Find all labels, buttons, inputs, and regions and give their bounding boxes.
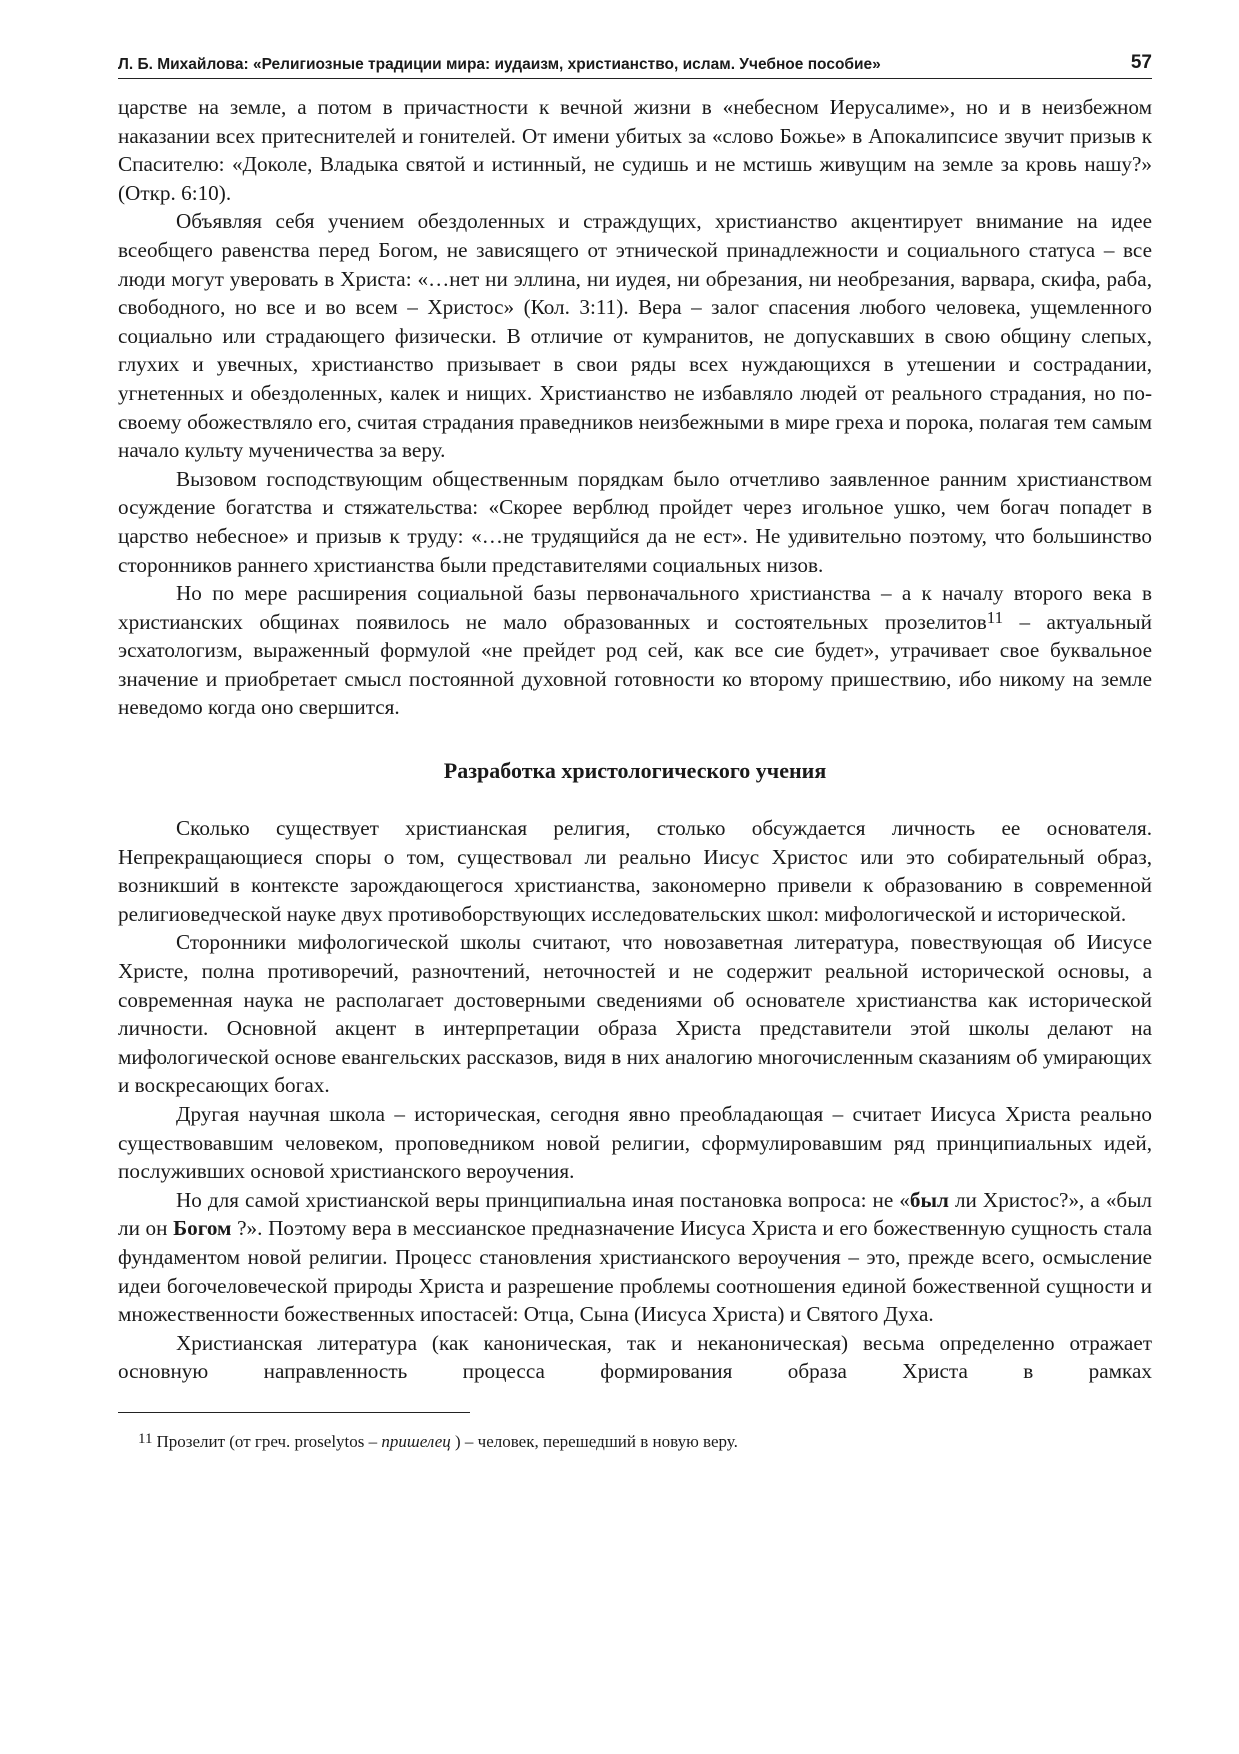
paragraph-schools: Сколько существует христианская религия, столько обсуждается личность ее основателя. Непрекращающиеся споры о том, существовал ли реально Иисус Христос или это собирательный образ, возникший в контексте зарождающегося христианства, закономерно привели к образованию в современной религиоведческой науке двух противоборствующих исследовательских школ: мифологической и исторической. — [118, 816, 1152, 926]
footnote-reference[interactable]: 11 — [986, 607, 1004, 627]
footnote-separator — [118, 1412, 470, 1413]
bold-word: Богом — [173, 1216, 232, 1241]
paragraph-historical: Другая научная школа – историческая, сегодня явно преобладающая – считает Иисуса Христа реально существовавшим человеком, проповедником новой религии, сформулировавшим ряд принципиальных идей, послуживших основой христианского вероучения. — [118, 1102, 1152, 1184]
paragraph-equality: Объявляя себя учением обездоленных и страждущих, христианство акцентирует внимание на идее всеобщего равенства перед Богом, не зависящего от этнической принадлежности и социального статуса – все люди могут уверовать в Христа: «…нет ни эллина, ни иудея, ни обрезания, ни необрезания, варвара, скифа, раба, свободного, но все и во всем – Христос» (Кол. 3:11). Вера – залог спасения любого человека, ущемленного социально или страдающего физически. В отличие от кумранитов, не допускавших в свою общину слепых, глухих и увечных, христианство призывает в свои ряды всех нуждающихся в утешении и сострадании, угнетенных и обездоленных, калек и нищих. Христианство не избавляло людей от реального страдания, но по-своему обожествляло его, считая страдания праведников неизбежными в мире греха и порока, полагая тем самым начало культу мученичества за веру. — [118, 209, 1152, 463]
bold-word: был — [909, 1187, 949, 1212]
paragraph-text: ли Христос?», а «был ли он — [118, 1187, 1152, 1241]
paragraph-text: Но для самой христианской веры принципиальна иная постановка вопроса: не « — [176, 1187, 910, 1212]
footnote-text: Прозелит (от греч. proselytos – — [156, 1431, 382, 1451]
footnote-text: ) – человек, перешедший в новую веру. — [450, 1431, 738, 1451]
paragraph-literature: Христианская литература (как каноническая, так и неканоническая) весьма определенно отражает основную направленность процесса формирования образа Христа в рамках — [118, 1330, 1152, 1384]
paragraph-wealth: Вызовом господствующим общественным порядкам было отчетливо заявленное ранним христианством осуждение богатства и стяжательства: «Скорее верблюд пройдет через игольное ушко, чем богач попадет в царство небесное» и призыв к труду: «…не трудящийся да не ест». Не удивительно поэтому, что большинство сторонников раннего христианства были представителями социальных низов. — [118, 466, 1152, 577]
document-page — [118, 52, 1152, 1453]
running-header — [118, 52, 1152, 79]
footnote-italic: пришелец — [381, 1431, 451, 1451]
header-title: Л. Б. Михайлова: «Религиозные традиции мира: иудаизм, христианство, ислам. Учебное пособие» — [118, 56, 881, 73]
paragraph-continuation: царстве на земле, а потом в причастности к вечной жизни в «небесном Иерусалиме», но и в неизбежном наказании всех притеснителей и гонителей. От имени убитых за «слово Божье» в Апокалипсисе звучит призыв к Спасителю: «Доколе, Владыка святой и истинный, не судишь и не мстишь живущим на земле за кровь нашу?» (Откр. 6:10). — [118, 95, 1152, 205]
paragraph-text: Но по мере расширения социальной базы первоначального христианства – а к началу второго века в христианских общинах появилось не мало образованных и состоятельных прозелитов — [118, 581, 1152, 634]
paragraph-text: – актуальный эсхатологизм, выраженный формулой «не прейдет род сей, как все сие будет», утрачивает свое буквальное значение и приобретает смысл постоянной духовной готовности ко второму пришествию, ибо никому на земле неведомо когда оно свершится. — [118, 609, 1152, 720]
paragraph-text: ?». Поэтому вера в мессианское предназначение Иисуса Христа и его божественную сущность стала фундаментом новой религии. Процесс становления христианского вероучения – это, прежде всего, осмысление идеи богочеловеческой природы Христа и разрешение проблемы соотношения единой божественной сущности и множественности божественных ипостасей: Отца, Сына (Иисуса Христа) и Святого Духа. — [118, 1216, 1152, 1327]
paragraph-mythological: Сторонники мифологической школы считают, что новозаветная литература, повествующая об Иисусе Христе, полна противоречий, разночтений, неточностей и не содержит реальной исторической основы, а современная наука не располагает достоверными сведениями об основателе христианства как исторической личности. Основной акцент в интерпретации образа Христа представители этой школы делают на мифологической основе евангельских рассказов, видя в них аналогию многочисленным сказаниям об умирающих и воскресающих богах. — [118, 930, 1152, 1098]
footnote — [118, 1431, 1152, 1453]
paragraph-faith — [118, 1186, 1152, 1329]
paragraph-proselytes — [118, 579, 1152, 722]
page-number: 57 — [1130, 52, 1152, 73]
footnote-number: 11 — [138, 1430, 153, 1447]
section-heading: Разработка христологического учения — [443, 758, 827, 784]
